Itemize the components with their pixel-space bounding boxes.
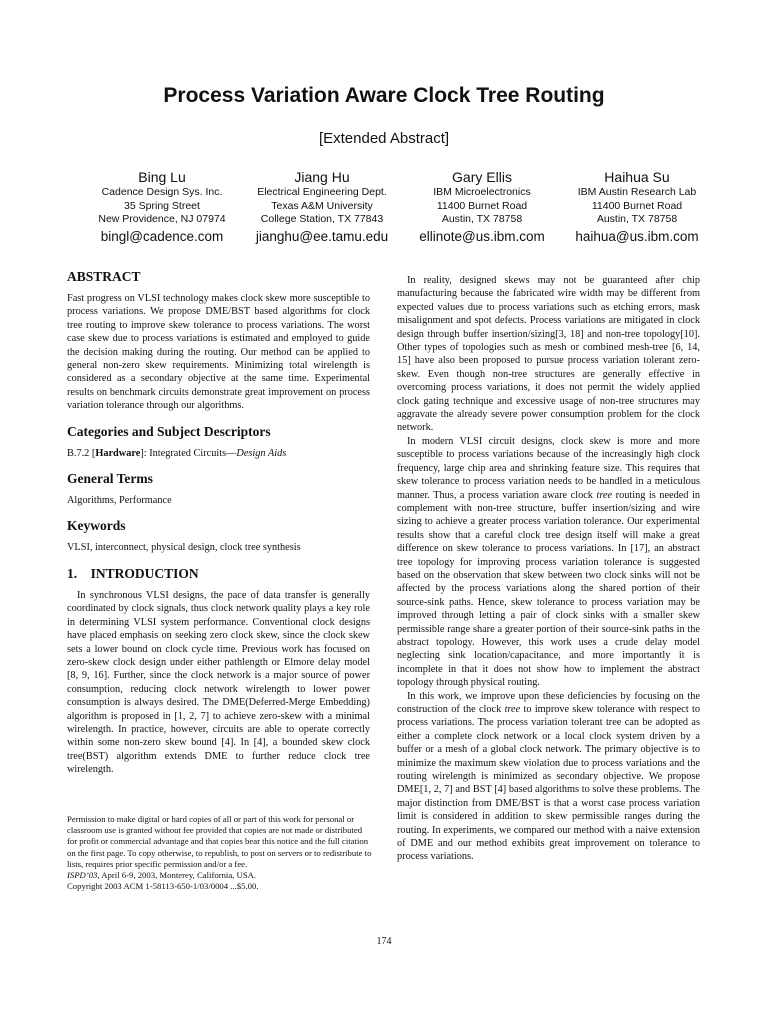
page-number: 174: [376, 936, 392, 947]
author-affiliation: IBM Microelectronics: [433, 186, 531, 198]
left-column: [67, 268, 370, 777]
keywords-text: VLSI, interconnect, physical design, clock tree synthesis: [67, 542, 301, 554]
author-email: ellinote@us.ibm.com: [419, 228, 545, 244]
general-terms-text: Algorithms, Performance: [67, 495, 172, 507]
author-address: 11400 Burnet Road: [436, 199, 528, 212]
author-address: 35 Spring Street: [124, 199, 200, 212]
author-1: [82, 168, 242, 247]
copyright-footnote: [67, 814, 372, 892]
author-name: Bing Lu: [138, 169, 186, 185]
introduction-paragraph: In synchronous VLSI designs, the pace of data transfer is generally coordinated by clock signals, thus clock network quality plays a key role in determining VLSI system performance. Conventional clock designs have placed emphasis on seeking zero clock skew, since the clock skew sets a lower bound on clock cycle time. Previous work has focused on zero-skew clock design under either pathlength or Elmore delay model [8, 9, 16]. Further, since the clock network is a major source of power consumption, reducing clock network wirelength to lower power consumption is always desired. The DME(Deferred-Merge Embedding) algorithm is proposed in [1, 2, 7] to achieve zero-skew with a minimal wirelength. In practice, however, circuits are able to operate correctly within some non-zero skew bound [4]. In [4], a bounded skew clock tree(BST) algorithm extends DME to further reduce clock tree wirelength.: [67, 589, 370, 776]
keywords-heading: Keywords: [67, 518, 126, 534]
body-paragraph-1: In reality, designed skews may not be guaranteed after chip manufacturing because the fabricated wire width may be different from expected values due to process variations such as etching errors, mask misalignment and spot defects. Process variations are mitigated in clock design through buffer insertion/sizing[3, 18] and non-tree topology[10]. Other types of topologies such as mesh or combined mesh-tree [6, 14, 15] have also been proposed to pursue process variation tolerant zero-skew. Even though non-tree structures are generally effective in overcoming process variations, it does not permit the widely applied clock gating technique and excessive usage of non-tree structures may aggravate the already severe power consumption problem for the clock network.: [397, 275, 700, 434]
author-email: jianghu@ee.tamu.edu: [255, 228, 389, 244]
right-column: [397, 274, 700, 864]
author-affiliation: Electrical Engineering Dept.: [257, 186, 387, 198]
author-block: [82, 168, 712, 247]
permission-text: Permission to make digital or hard copies of all or part of this work for personal or classroom use is granted without fee provided that copies are not made or distributed for profit or commercial advantage and that copies bear this notice and the full citation on the first page. To copy otherwise, to republish, to post on servers or to redistribute to lists, requires prior specific permission and/or a fee.: [67, 814, 372, 869]
author-2: [242, 168, 402, 247]
introduction-heading: 1. INTRODUCTION: [67, 565, 199, 581]
paper-title: Process Variation Aware Clock Tree Routing: [163, 84, 605, 107]
author-address: Texas A&M University: [271, 199, 373, 212]
categories-heading: Categories and Subject Descriptors: [67, 423, 271, 439]
author-city: New Providence, NJ 07974: [98, 213, 226, 225]
author-email: haihua@us.ibm.com: [575, 228, 699, 244]
author-email: bingl@cadence.com: [100, 228, 224, 244]
general-terms-heading: General Terms: [67, 471, 153, 487]
categories-text: B.7.2 [Hardware]: Integrated Circuits—Design Aids: [67, 447, 287, 459]
author-city: Austin, TX 78758: [596, 213, 678, 225]
author-city: Austin, TX 78758: [441, 213, 523, 225]
author-name: Haihua Su: [604, 169, 670, 185]
abstract-heading: ABSTRACT: [67, 269, 141, 284]
author-4: [562, 168, 712, 247]
author-address: 11400 Burnet Road: [591, 199, 683, 212]
author-name: Gary Ellis: [452, 169, 512, 185]
paper-subtitle: [Extended Abstract]: [318, 130, 450, 147]
author-affiliation: Cadence Design Sys. Inc.: [101, 186, 223, 198]
venue-line: ISPD’03, April 6-9, 2003, Monterey, California, USA.: [67, 870, 257, 881]
body-paragraph-2: In modern VLSI circuit designs, clock skew is more and more susceptible to process variations because of the increasingly high clock frequency, large chip area and shrinking feature size. This requires that skew tolerance to process variation needs to be handled in a meticulous manner. Thus, a process variation aware clock tree routing is needed in complement with non-tree structure, buffer insertion/sizing and wire sizing to achieve a greater process variation tolerance. Our experimental results show that a careful clock tree design itself will make a great difference on skew tolerance to process variations. In [17], an abstract tree topology for improving process variation tolerance is suggested based on the observation that skew between two clock sinks will not be affected by the process variations along the shared portion of their source-sink paths. Hence, skew tolerance to process variation may be improved through letting a pair of clock sinks with a smaller skew permissible range share a greater portion of their source-sink paths in the abstract topology. However, this work uses a crude delay model neglecting sink location/capacitance, and more importantly it is incomplete in that it does not show how to implement the abstract topology through physical routing.: [397, 435, 700, 689]
copyright-line: Copyright 2003 ACM 1-58113-650-1/03/0004 ...$5.00.: [67, 881, 259, 892]
body-paragraph-3: In this work, we improve upon these deficiencies by focusing on the construction of the clock tree to improve skew tolerance with respect to process variations. The process variation tolerant tree can be adopted as either a complete clock network or a local clock system driven by a buffer or a mesh of a global clock network. The primary objective is to minimize the maximum skew violation due to process variations and the routing wirelength is minimized as secondary objective. We propose DME[1, 2, 7] and BST [4] based algorithms to solve these problems. The major distinction from DME/BST is that a worst case process variation limit is considered in addition to skew permissible ranges during the routing. In experiments, we compared our method with a naive extension of DME and our method exhibits great improvement on tolerance to process variations.: [397, 690, 700, 863]
abstract-text: Fast progress on VLSI technology makes clock skew more susceptible to process variations. We propose DME/BST based algorithms for clock tree routing to improve skew tolerance to process variations. The worst case skew due to process variations is estimated and employed to guide the decision making during the routing. Our method can be applied to general non-zero skew requirements. Minimizing total wirelength is considered as a secondary objective at the same time. Experimental results on benchmark circuits demonstrate great improvement on process variation tolerance through our algorithms.: [67, 293, 370, 412]
author-affiliation: IBM Austin Research Lab: [577, 186, 697, 198]
author-3: [402, 168, 562, 247]
author-city: College Station, TX 77843: [260, 213, 384, 225]
author-name: Jiang Hu: [294, 169, 350, 185]
